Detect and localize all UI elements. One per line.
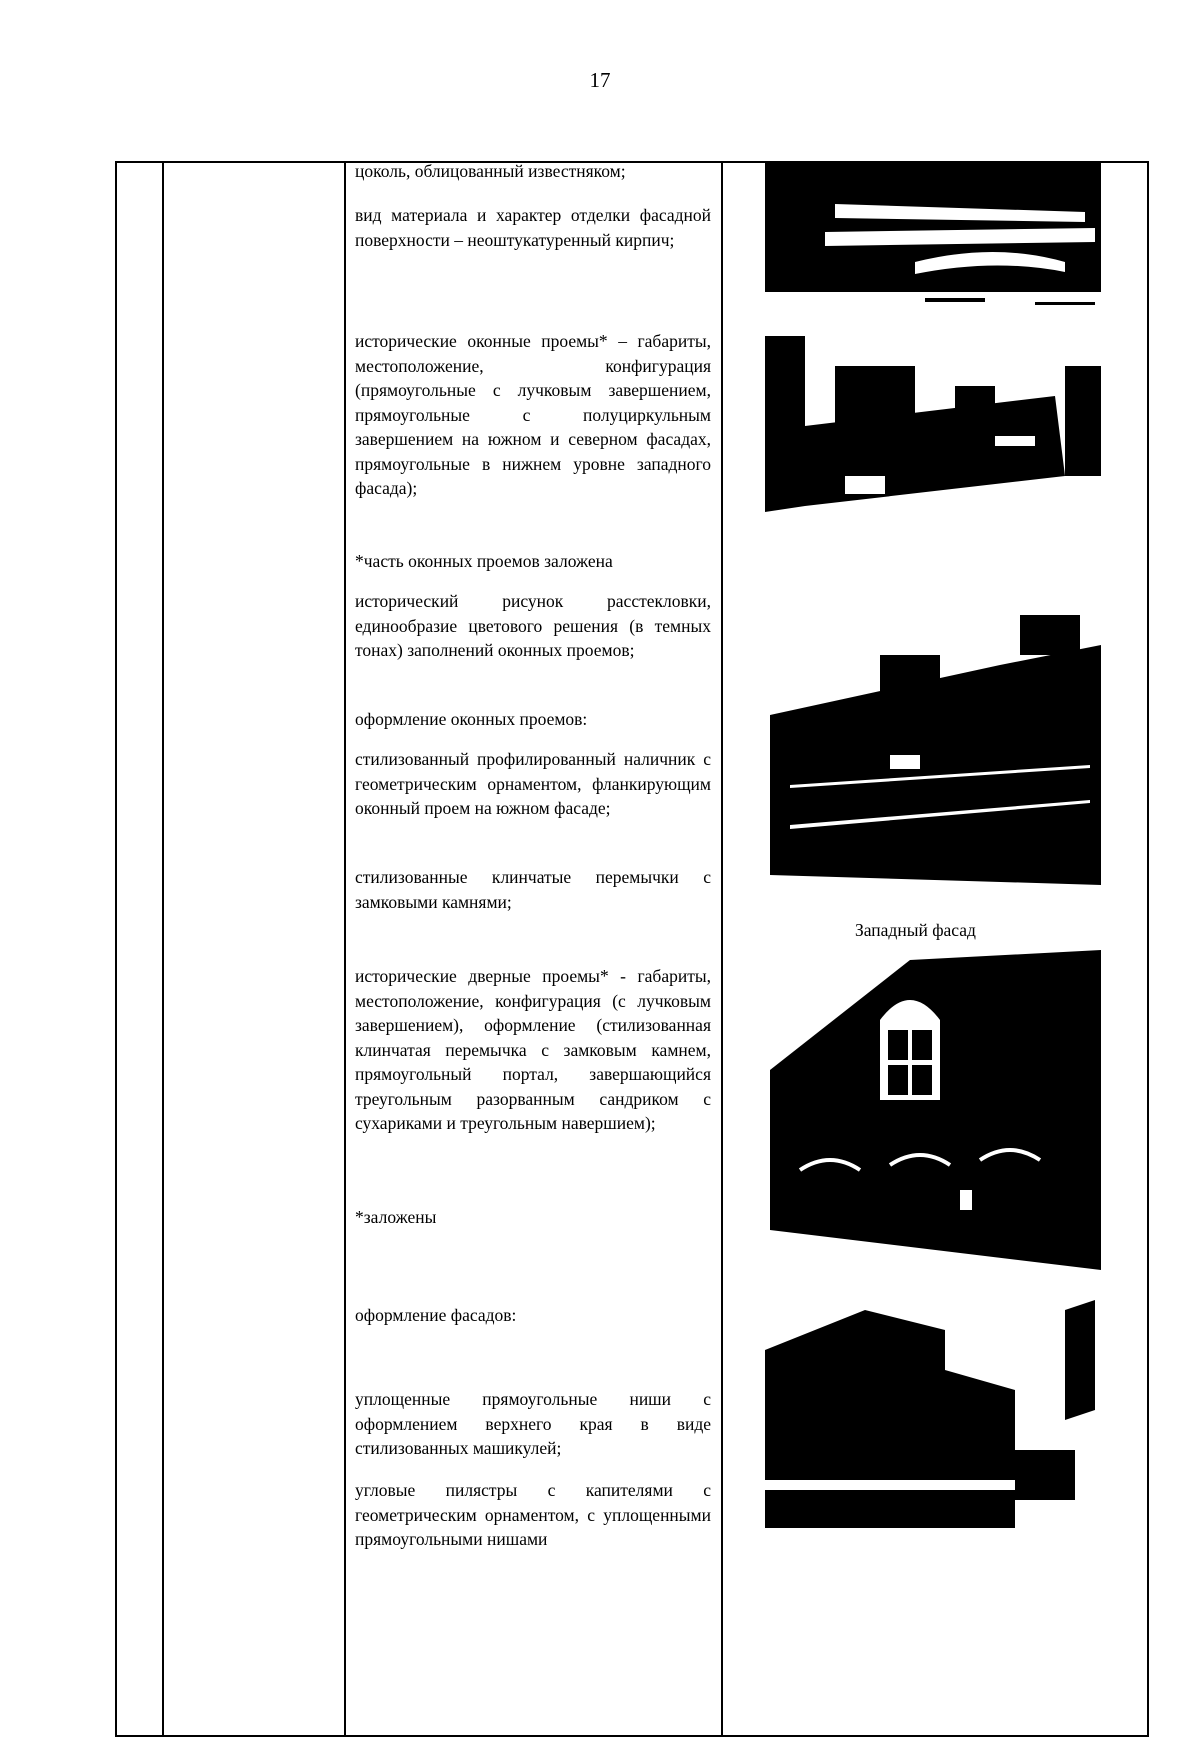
table-border-right <box>1147 161 1149 1737</box>
paragraph-facade-material: вид материала и характер отделки фасадной поверхности – неоштукатуренный кирпич; <box>355 205 711 250</box>
table-border-left <box>115 161 117 1737</box>
table-border-col2 <box>162 161 164 1737</box>
arched-window-facade-photo <box>770 950 1101 1270</box>
paragraph-wedge-lintels: стилизованные клинчатые перемычки с замковыми камнями; <box>355 867 711 912</box>
paragraph-door-openings: исторические дверные проемы* - габариты, местоположение, конфигурация (с лучковым завершением), оформление (стилизованная клинчатая перемычка с замковым камнем, прямоугольный портал, завершающийся треугольным разорванным сандриком с сухариками и треугольным навершием); <box>355 966 711 1133</box>
paragraph-plinth: цоколь, облицованный известняком; <box>355 161 626 181</box>
table-border-col3 <box>344 161 346 1737</box>
paragraph-window-note: *часть оконных проемов заложена <box>355 551 613 571</box>
paragraph-flat-niches: уплощенные прямоугольные ниши с оформлением верхнего края в виде стилизованных машикулей; <box>355 1389 711 1458</box>
paragraph-window-architrave: стилизованный профилированный наличник с геометрическим орнаментом, фланкирующим оконный проем на южном фасаде; <box>355 749 711 818</box>
paragraph-window-decoration: оформление оконных проемов: <box>355 709 588 729</box>
table-border-col4 <box>721 161 723 1737</box>
photo-caption-west-facade: Западный фасад <box>855 920 976 940</box>
west-facade-photo <box>770 605 1101 893</box>
paragraph-window-openings: исторические оконные проемы* – габариты, местоположение, конфигурация (прямоугольные с лучковым завершением, прямоугольные с полуциркульным завершением на южном и северном фасадах, прямоугольные в нижнем уровне западного фасада); <box>355 331 711 498</box>
street-view-photo <box>765 326 1101 512</box>
page-number: 17 <box>589 68 611 92</box>
paragraph-glazing-pattern: исторический рисунок расстекловки, единообразие цветового решения (в темных тонах) заполнений оконных проемов; <box>355 591 711 660</box>
building-fragment-photo <box>765 162 1101 310</box>
paragraph-door-note: *заложены <box>355 1207 437 1227</box>
corner-view-photo <box>765 1290 1101 1528</box>
paragraph-corner-pilasters: угловые пилястры с капителями с геометрическим орнаментом, с уплощенными прямоугольными нишами <box>355 1480 711 1549</box>
paragraph-facade-decoration: оформление фасадов: <box>355 1305 517 1325</box>
table-border-bottom <box>115 1735 1149 1737</box>
